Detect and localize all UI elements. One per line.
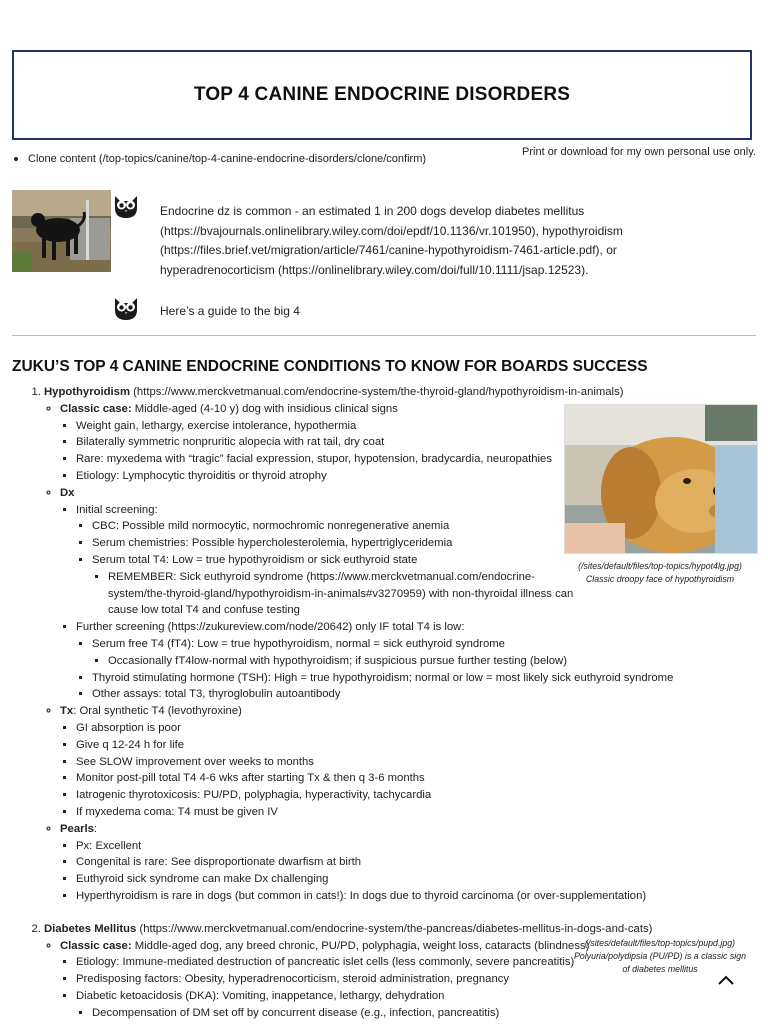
list-item [92, 636, 768, 670]
clone-content-link[interactable]: Clone content (/top-topics/canine/top-4-canine-endocrine-disorders/clone/confirm) [28, 153, 427, 165]
list-item: ▪ Weight gain, lethargy, exercise intolerance, hypothermia [76, 418, 768, 435]
remember-note[interactable]: ▪ REMEMBER: Sick euthyroid syndrome (https://www.merckvetmanual.com/endocrine-system/the-thyroid-gland/hypothyroidism-in-animals#v3270959) with non-thyroidal illness can cause low total T4 and confuse testing [108, 569, 578, 619]
list-item: ▪ Monitor post-pill total T4 4-6 wks after starting Tx & then q 3-6 months [76, 770, 768, 787]
pupd-photo-caption[interactable]: (/sites/default/files/top-topics/pupd.jpg) Polyuria/polydipsia (PU/PD) is a classic sign of diabetes mellitus [573, 938, 747, 974]
list-item: ▪ See SLOW improvement over weeks to months [76, 754, 768, 771]
section-title: ZUKU’S TOP 4 CANINE ENDOCRINE CONDITIONS TO KNOW FOR BOARDS SUCCESS [12, 358, 648, 375]
tx-label: Tx [60, 705, 74, 718]
list-item: ▪ Decompensation of DM set off by concurrent disease (e.g., infection, pancreatitis) [92, 1005, 768, 1022]
list-item [60, 485, 768, 703]
pearls-colon: : [93, 822, 98, 835]
condition-name: Diabetes Mellitus [44, 922, 137, 935]
list-item [60, 703, 768, 821]
classic-case-text: Middle-aged (4-10 y) dog with insidious clinical signs [131, 402, 398, 415]
list-item: ▪ CBC: Possible mild normocytic, normochromic nonregenerative anemia [92, 518, 768, 535]
list-item: ▪ Congenital is rare: See disproportionate dwarfism at birth [76, 854, 768, 871]
chevron-up-icon[interactable] [716, 972, 736, 988]
list-item: ▪ Occasionally fT4low-normal with hypothyroidism; if suspicious pursue further testing (below) [108, 653, 768, 670]
classic-case-label: Classic case: [60, 939, 132, 952]
intro-text: Endocrine dz is common - an estimated 1 in 200 dogs develop diabetes mellitus (https://bvajournals.onlinelibrary.wiley.com/doi/epdf/10.1136/vr.101950), hypothyroidism (https://files.brief.vet/migration/article/7461/canine-hypothyroidism-7461-article.pdf), or hyperadrenocorticism (https://onlinelibrary.wiley.com/doi/full/10.1111/jsap.12523). [160, 204, 623, 277]
page-title: TOP 4 CANINE ENDOCRINE DISORDERS [193, 84, 571, 105]
main-content [0, 384, 768, 1021]
classic-case-label: Classic case: [60, 402, 132, 415]
list-item: ▪ Give q 12-24 h for life [76, 737, 768, 754]
further-screening[interactable]: Further screening (https://zukureview.com/node/20642) only IF total T4 is low: [76, 621, 465, 634]
dx-label: Dx [60, 486, 75, 499]
list-item: ▪ Predisposing factors: Obesity, hyperadrenocorticism, steroid administration, pregnancy [76, 971, 768, 988]
list-item: ▪ Iatrogenic thyrotoxicosis: PU/PD, polyphagia, hyperactivity, tachycardia [76, 787, 768, 804]
list-item [60, 821, 768, 905]
list-item: ▪ Other assays: total T3, thyroglobulin autoantibody [92, 686, 768, 703]
classic-case-text: Middle-aged dog, any breed chronic, PU/PD, polyphagia, weight loss, cataracts (blindness) [131, 939, 590, 952]
divider [12, 335, 756, 336]
bullet [14, 157, 18, 161]
list-item [92, 552, 768, 619]
list-item: ▪ If myxedema coma: T4 must be given IV [76, 804, 768, 821]
dog-photo [12, 190, 111, 272]
list-item: ▪ Px: Excellent [76, 838, 768, 855]
guide-text: Here’s a guide to the big 4 [160, 304, 300, 318]
total-t4: Serum total T4: Low = true hypothyroidism or sick euthyroid state [92, 553, 418, 566]
pearls-label: Pearls [60, 822, 94, 835]
condition-name: Hypothyroidism [44, 386, 130, 398]
list-item [60, 401, 768, 485]
condition-link[interactable]: (https://www.merckvetmanual.com/endocrine-system/the-pancreas/diabetes-mellitus-in-dogs-and-cats) [136, 922, 653, 935]
list-item: ▪ Bilaterally symmetric nonpruritic alopecia with rat tail, dry coat [76, 434, 768, 451]
dka: Diabetic ketoacidosis (DKA): Vomiting, inappetance, lethargy, dehydration [76, 989, 445, 1002]
list-item: ▪ Etiology: Lymphocytic thyroiditis or thyroid atrophy [76, 468, 768, 485]
list-item [76, 619, 768, 703]
ft4: Serum free T4 (fT4): Low = true hypothyroidism, normal = sick euthyroid syndrome [92, 637, 505, 650]
clone-content-item [14, 153, 426, 165]
spacer [44, 905, 768, 921]
list-item: ▪ Thyroid stimulating hormone (TSH): High = true hypothyroidism; normal or low = most likely sick euthyroid syndrome [92, 670, 768, 687]
list-item: ▪ Serum chemistries: Possible hypercholesterolemia, hypertriglyceridemia [92, 535, 768, 552]
initial-screening: Initial screening: [76, 503, 158, 516]
hypothyroid-photo-caption[interactable]: (/sites/default/files/top-topics/hypot4lg.jpg) Classic droopy face of hypothyroidism [578, 561, 742, 584]
owl-icon [111, 190, 141, 220]
tx-text: : Oral synthetic T4 (levothyroxine) [73, 705, 242, 718]
conditions-list [0, 384, 768, 1021]
list-item: ▪ Hyperthyroidism is rare in dogs (but common in cats!): In dogs due to thyroid carcinoma (or over-supplementation) [76, 888, 768, 905]
list-item: ▪ Euthyroid sick syndrome can make Dx challenging [76, 871, 768, 888]
condition-link[interactable]: (https://www.merckvetmanual.com/endocrine-system/the-thyroid-gland/hypothyroidism-in-animals) [130, 386, 624, 398]
list-item [76, 502, 768, 620]
page-title-box [12, 50, 752, 140]
owl-icon [111, 292, 141, 322]
list-item: ▪ Rare: myxedema with “tragic” facial expression, stupor, hypotension, bradycardia, neuropathies [76, 451, 768, 468]
list-item: ▪ Etiology: Immune-mediated destruction of pancreatic islet cells (less commonly, severe pancreatitis) [76, 954, 768, 971]
list-item: ▪ GI absorption is poor [76, 720, 768, 737]
condition-hypothyroidism [44, 384, 768, 921]
print-download-link[interactable]: Print or download for my own personal use only. [522, 146, 756, 158]
list-item [76, 988, 768, 1022]
